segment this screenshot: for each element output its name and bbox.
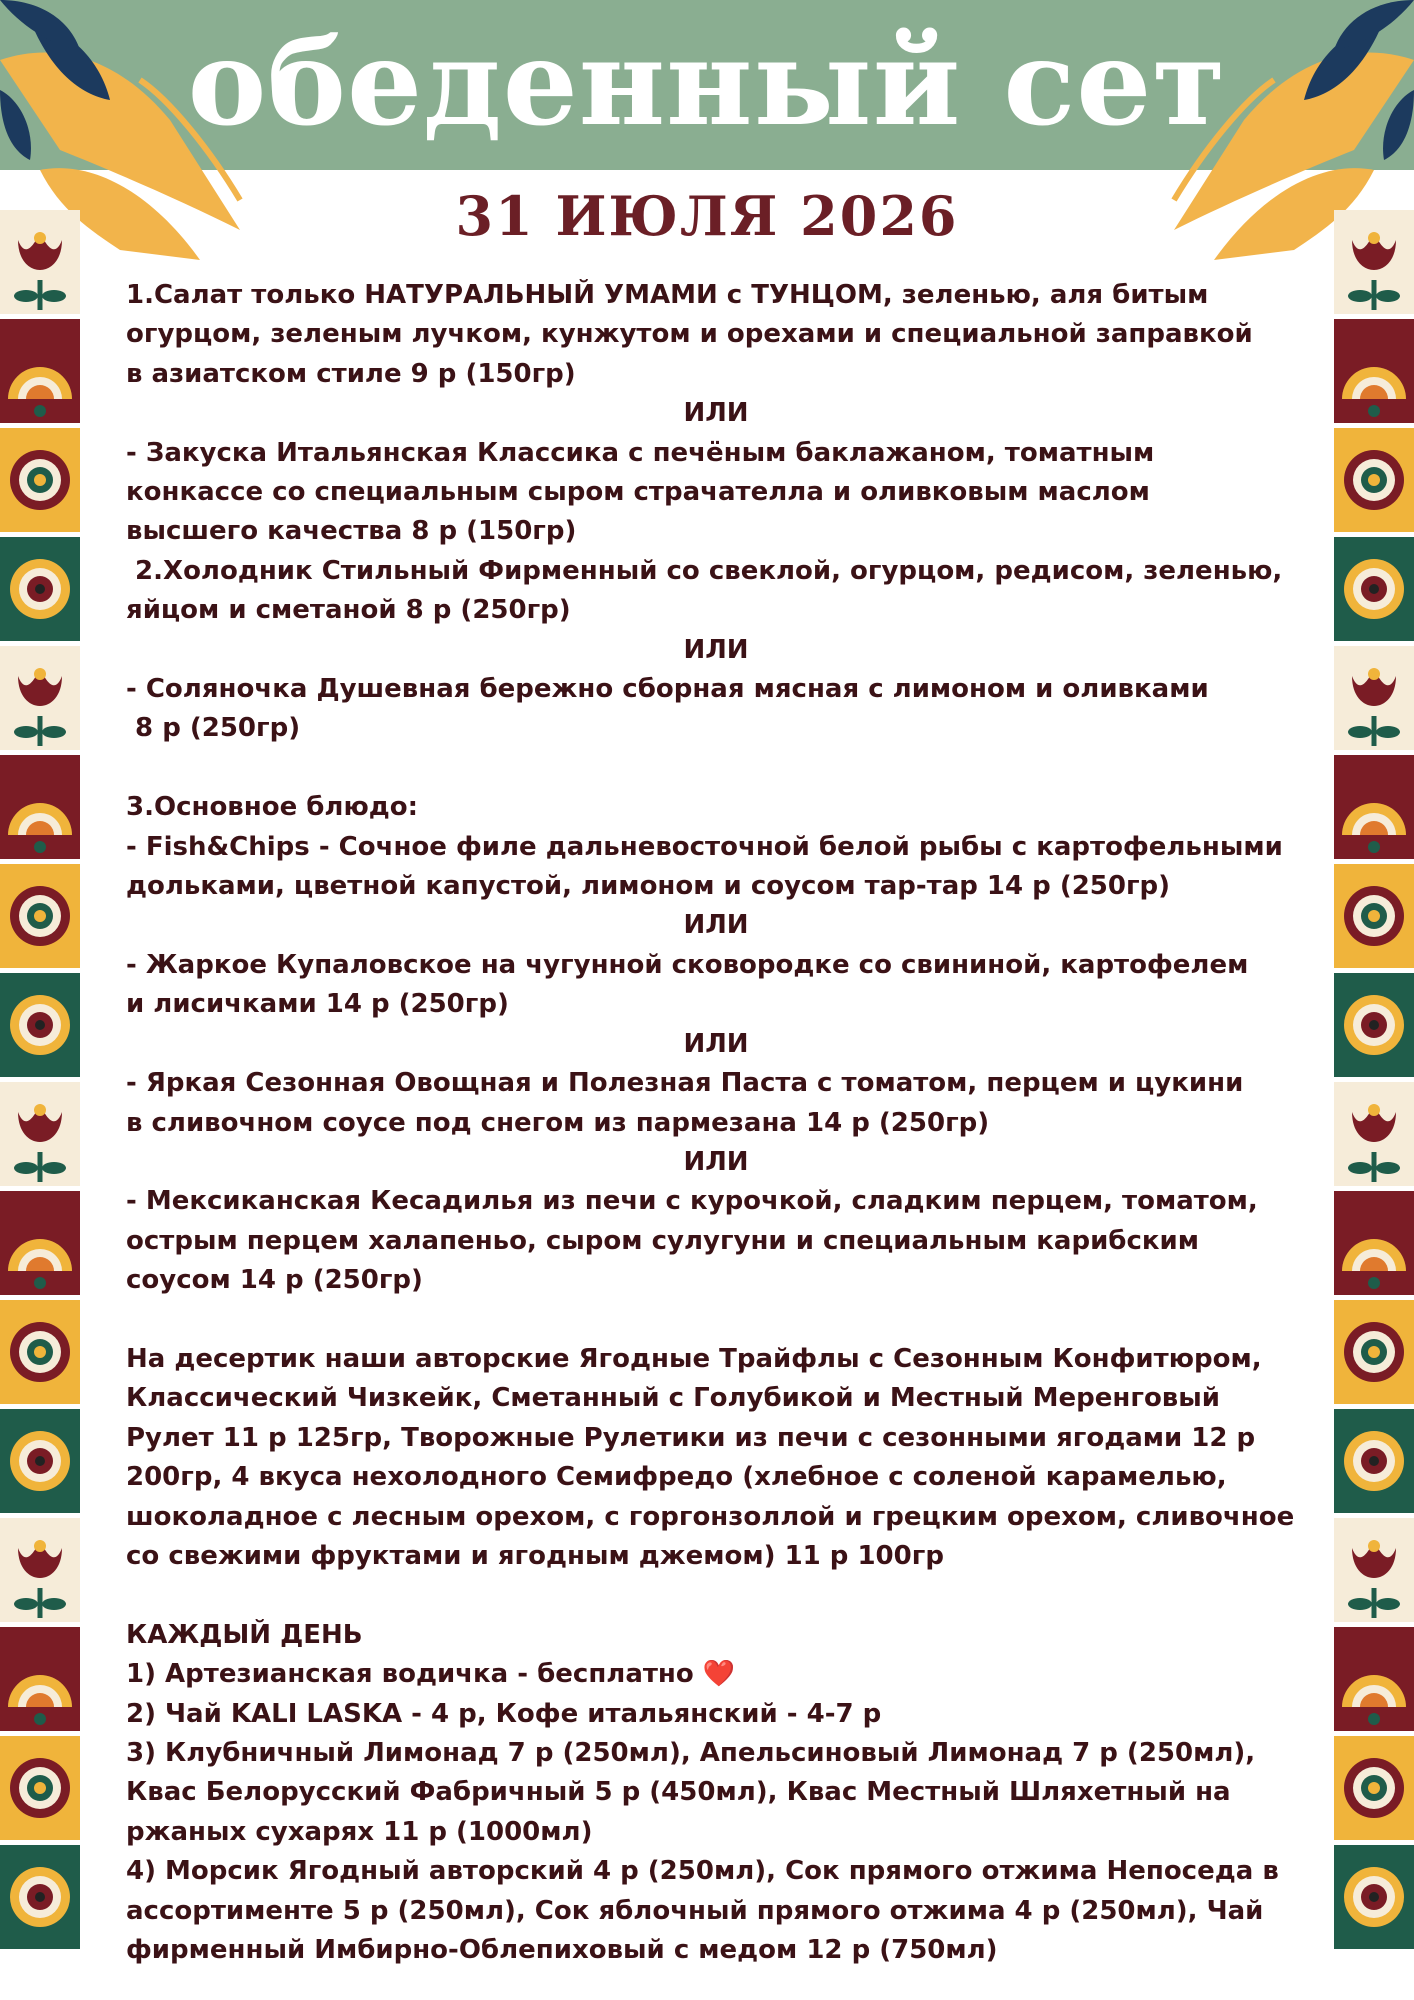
menu-line bbox=[126, 1143, 1306, 1182]
target-tile-icon bbox=[1334, 1409, 1414, 1513]
rainbow-tile-icon bbox=[0, 1191, 80, 1295]
menu-line-text: 3) Клубничный Лимонад 7 р (250мл), Апельсиновый Лимонад 7 р (250мл), bbox=[126, 1737, 1256, 1768]
target-tile-icon bbox=[1334, 864, 1414, 968]
flower-tile-icon bbox=[1334, 210, 1414, 314]
menu-line bbox=[126, 1892, 1306, 1931]
menu-line bbox=[126, 591, 1306, 630]
menu-line-text: ассортименте 5 р (250мл), Сок яблочный прямого отжима 4 р (250мл), Чай bbox=[126, 1895, 1264, 1926]
menu-line bbox=[126, 1182, 1306, 1221]
menu-line bbox=[126, 1616, 1306, 1655]
menu-line-text: ИЛИ bbox=[683, 634, 749, 665]
menu-line bbox=[126, 552, 1306, 591]
menu-line-text: - Яркая Сезонная Овощная и Полезная Паста с томатом, перцем и цукини bbox=[126, 1068, 1244, 1099]
menu-line bbox=[126, 1025, 1306, 1064]
target-tile-icon bbox=[0, 1300, 80, 1404]
menu-line bbox=[126, 1301, 1306, 1340]
menu-line-text: ржаных сухарях 11 р (1000мл) bbox=[126, 1816, 593, 1847]
flower-tile-icon bbox=[0, 1082, 80, 1186]
flower-tile-icon bbox=[0, 210, 80, 314]
menu-line-text: - Закуска Итальянская Классика с печёным баклажаном, томатным bbox=[126, 437, 1155, 468]
menu-line-text: ИЛИ bbox=[683, 398, 749, 429]
menu-line-text: соусом 14 р (250гр) bbox=[126, 1265, 423, 1296]
target-tile-icon bbox=[0, 864, 80, 968]
menu-line-text: шоколадное с лесным орехом, с горгонзоллой и грецким орехом, сливочное bbox=[126, 1501, 1295, 1532]
menu-line bbox=[126, 867, 1306, 906]
menu-line-text: - Fish&Chips - Сочное филе дальневосточной белой рыбы с картофельными bbox=[126, 831, 1283, 862]
target-tile-icon bbox=[1334, 537, 1414, 641]
target-tile-icon bbox=[1334, 1845, 1414, 1949]
menu-line bbox=[126, 1852, 1306, 1891]
flower-tile-icon bbox=[1334, 1082, 1414, 1186]
menu-line-text: Квас Белорусский Фабричный 5 р (450мл), Квас Местный Шляхетный на bbox=[126, 1777, 1231, 1808]
target-tile-icon bbox=[1334, 1300, 1414, 1404]
menu-line bbox=[126, 1576, 1306, 1615]
flower-tile-icon bbox=[1334, 646, 1414, 750]
menu-line bbox=[126, 1458, 1306, 1497]
menu-line bbox=[126, 1104, 1306, 1143]
menu-line-text: 2) Чай KALI LASKA - 4 р, Кофе итальянский - 4-7 р bbox=[126, 1698, 882, 1729]
menu-date: 31 ИЮЛЯ 2026 bbox=[455, 184, 959, 248]
menu-line bbox=[126, 906, 1306, 945]
menu-line-text: Рулет 11 р 125гр, Творожные Рулетики из печи с сезонными ягодами 12 р bbox=[126, 1422, 1256, 1453]
menu-line bbox=[126, 355, 1306, 394]
menu-line bbox=[126, 1379, 1306, 1418]
menu-line-text: и лисичками 14 р (250гр) bbox=[126, 989, 509, 1020]
menu-line bbox=[126, 1537, 1306, 1576]
menu-line bbox=[126, 1655, 1306, 1694]
menu-line-text: 8 р (250гр) bbox=[126, 713, 301, 744]
menu-line-text: в азиатском стиле 9 р (150гр) bbox=[126, 358, 576, 389]
tile-border-right bbox=[1334, 210, 1414, 1954]
menu-line-text: ИЛИ bbox=[683, 910, 749, 941]
page-title: обеденный сет bbox=[187, 13, 1227, 152]
menu-line bbox=[126, 1419, 1306, 1458]
menu-line-text: в сливочном соусе под снегом из пармезана 14 р (250гр) bbox=[126, 1107, 990, 1138]
menu-line bbox=[126, 788, 1306, 827]
menu-line-text: 200гр, 4 вкуса нехолодного Семифредо (хлебное с соленой карамелью, bbox=[126, 1462, 1227, 1493]
menu-line bbox=[126, 1340, 1306, 1379]
target-tile-icon bbox=[0, 973, 80, 1077]
menu-line bbox=[126, 512, 1306, 551]
menu-line bbox=[126, 670, 1306, 709]
menu-line-text: 2.Холодник Стильный Фирменный со свеклой, огурцом, редисом, зеленью, bbox=[126, 555, 1283, 586]
menu-line-text: дольками, цветной капустой, лимоном и соусом тар-тар 14 р (250гр) bbox=[126, 871, 1171, 902]
menu-line-text: - Мексиканская Кесадилья из печи с курочкой, сладким перцем, томатом, bbox=[126, 1186, 1258, 1217]
menu-line bbox=[126, 473, 1306, 512]
flower-tile-icon bbox=[0, 646, 80, 750]
tile-border-left bbox=[0, 210, 80, 1954]
menu-line-text: конкассе со специальным сыром страчателла и оливковым маслом bbox=[126, 477, 1150, 508]
menu-line-text: ИЛИ bbox=[683, 1146, 749, 1177]
menu-line-text: 1) Артезианская водичка - бесплатно bbox=[126, 1659, 703, 1690]
menu-line bbox=[126, 946, 1306, 985]
menu-line bbox=[126, 1931, 1306, 1970]
target-tile-icon bbox=[0, 1736, 80, 1840]
menu-line bbox=[126, 1813, 1306, 1852]
menu-line bbox=[126, 828, 1306, 867]
flower-tile-icon bbox=[1334, 1518, 1414, 1622]
target-tile-icon bbox=[0, 1845, 80, 1949]
rainbow-tile-icon bbox=[1334, 755, 1414, 859]
menu-line bbox=[126, 1734, 1306, 1773]
menu-line bbox=[126, 1222, 1306, 1261]
rainbow-tile-icon bbox=[1334, 1627, 1414, 1731]
menu-content bbox=[126, 276, 1306, 1970]
menu-line bbox=[126, 1695, 1306, 1734]
menu-line-text: ИЛИ bbox=[683, 1028, 749, 1059]
rainbow-tile-icon bbox=[1334, 1191, 1414, 1295]
target-tile-icon bbox=[0, 1409, 80, 1513]
menu-line bbox=[126, 434, 1306, 473]
menu-line bbox=[126, 1064, 1306, 1103]
menu-line-text: со свежими фруктами и ягодным джемом) 11 р 100гр bbox=[126, 1540, 944, 1571]
rainbow-tile-icon bbox=[0, 1627, 80, 1731]
target-tile-icon bbox=[1334, 428, 1414, 532]
target-tile-icon bbox=[1334, 973, 1414, 1077]
rainbow-tile-icon bbox=[0, 319, 80, 423]
target-tile-icon bbox=[1334, 1736, 1414, 1840]
menu-line-text: фирменный Имбирно-Облепиховый с медом 12 р (750мл) bbox=[126, 1935, 998, 1966]
menu-line bbox=[126, 1498, 1306, 1537]
menu-line bbox=[126, 394, 1306, 433]
menu-line-text: - Жаркое Купаловское на чугунной сковородке со свининой, картофелем bbox=[126, 949, 1249, 980]
menu-line bbox=[126, 709, 1306, 748]
target-tile-icon bbox=[0, 428, 80, 532]
menu-line bbox=[126, 1261, 1306, 1300]
menu-line-text: КАЖДЫЙ ДЕНЬ bbox=[126, 1619, 363, 1650]
menu-line-text: острым перцем халапеньо, сыром сулугуни и специальным карибским bbox=[126, 1225, 1199, 1256]
menu-line-text: На десертик наши авторские Ягодные Трайфлы с Сезонным Конфитюром, bbox=[126, 1343, 1262, 1374]
menu-line bbox=[126, 276, 1306, 315]
menu-line-text: огурцом, зеленым лучком, кунжутом и орехами и специальной заправкой bbox=[126, 319, 1253, 350]
menu-line-text: 4) Морсик Ягодный авторский 4 р (250мл), Сок прямого отжима Непоседа в bbox=[126, 1856, 1279, 1887]
menu-line-text: Классический Чизкейк, Сметанный с Голубикой и Местный Меренговый bbox=[126, 1383, 1220, 1414]
menu-line bbox=[126, 985, 1306, 1024]
menu-line bbox=[126, 315, 1306, 354]
menu-line-text: высшего качества 8 р (150гр) bbox=[126, 516, 577, 547]
menu-line bbox=[126, 749, 1306, 788]
menu-line-text: яйцом и сметаной 8 р (250гр) bbox=[126, 595, 571, 626]
target-tile-icon bbox=[0, 537, 80, 641]
menu-line-text: 3.Основное блюдо: bbox=[126, 792, 419, 823]
heart-icon: ❤️ bbox=[702, 1659, 736, 1690]
menu-line-text: - Соляночка Душевная бережно сборная мясная с лимоном и оливками bbox=[126, 674, 1209, 705]
rainbow-tile-icon bbox=[1334, 319, 1414, 423]
menu-line bbox=[126, 631, 1306, 670]
menu-line bbox=[126, 1773, 1306, 1812]
menu-line-text: 1.Салат только НАТУРАЛЬНЫЙ УМАМИ с ТУНЦОМ, зеленью, аля битым bbox=[126, 280, 1209, 310]
flower-tile-icon bbox=[0, 1518, 80, 1622]
rainbow-tile-icon bbox=[0, 755, 80, 859]
